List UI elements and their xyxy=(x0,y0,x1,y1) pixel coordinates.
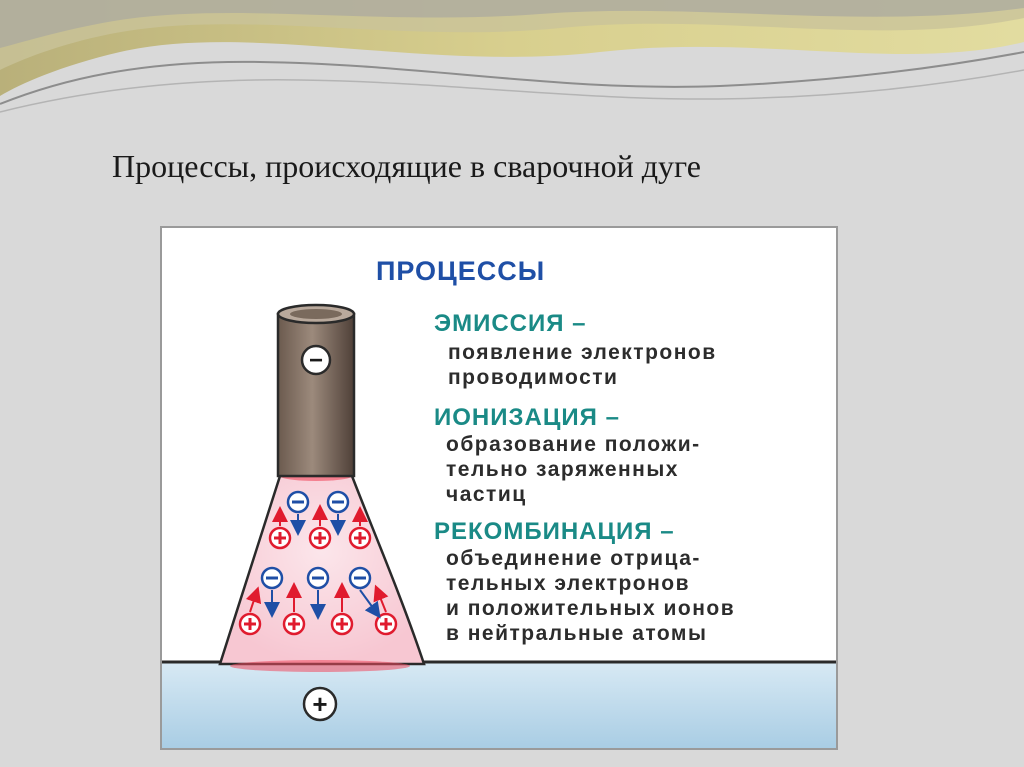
svg-text:−: − xyxy=(308,347,324,374)
process-term-recombination: РЕКОМБИНАЦИЯ – xyxy=(434,518,675,545)
process-description-emission xyxy=(448,340,717,390)
description-line: появление электронов xyxy=(448,341,717,364)
description-line: объединение отрица- xyxy=(446,547,701,570)
positive-ion xyxy=(332,614,352,634)
description-line: образование положи- xyxy=(446,433,701,456)
positive-ion xyxy=(270,528,290,548)
process-description-recombination xyxy=(446,546,735,646)
diagram-heading: ПРОЦЕССЫ xyxy=(376,256,546,286)
svg-text:+: + xyxy=(312,689,328,719)
welding-arc-diagram xyxy=(160,226,838,750)
positive-ion xyxy=(376,614,396,634)
electrode xyxy=(278,305,354,476)
process-description-ionization xyxy=(446,432,701,507)
description-line: в нейтральные атомы xyxy=(446,622,708,645)
process-term-emission: ЭМИССИЯ – xyxy=(434,310,587,337)
electron xyxy=(308,568,328,588)
description-line: и положительных ионов xyxy=(446,597,736,620)
description-line: тельно заряженных xyxy=(446,458,679,481)
positive-ion xyxy=(240,614,260,634)
description-line: частиц xyxy=(446,483,527,506)
description-line: тельных электронов xyxy=(446,572,691,595)
positive-ion xyxy=(310,528,330,548)
decorative-wave-banner xyxy=(0,0,1024,120)
workpiece-metal xyxy=(162,663,836,748)
electron xyxy=(328,492,348,512)
electron xyxy=(288,492,308,512)
workpiece-plus-sign xyxy=(304,688,336,720)
description-line: проводимости xyxy=(448,366,619,389)
slide-title: Процессы, происходящие в сварочной дуге xyxy=(112,148,701,184)
positive-ion xyxy=(350,528,370,548)
electrode-minus-sign xyxy=(302,346,330,374)
electron xyxy=(262,568,282,588)
positive-ion xyxy=(284,614,304,634)
process-term-ionization: ИОНИЗАЦИЯ – xyxy=(434,404,620,431)
electron xyxy=(350,568,370,588)
